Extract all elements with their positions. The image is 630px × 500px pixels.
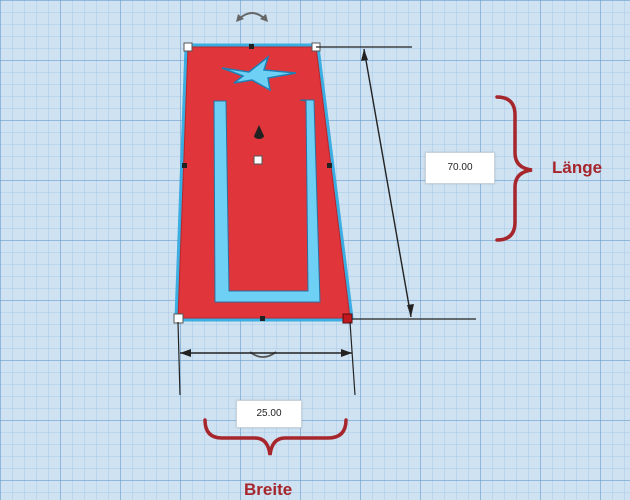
corner-handle-bottom-right[interactable]	[343, 314, 352, 323]
edge-handle-bottom[interactable]	[260, 316, 265, 321]
width-arrow-left	[180, 349, 191, 357]
length-arrow-bottom	[407, 304, 414, 317]
width-annotation: Breite	[244, 480, 293, 499]
width-arrow-right	[341, 349, 352, 357]
corner-handle-bottom-left[interactable]	[174, 314, 183, 323]
length-input[interactable]: 70.00	[425, 152, 495, 184]
center-handle[interactable]	[254, 156, 262, 164]
length-arrow-top	[361, 49, 368, 61]
length-brace	[497, 97, 532, 240]
width-extension-left	[178, 322, 180, 395]
width-extension-right	[350, 322, 355, 395]
edge-handle-right[interactable]	[327, 163, 332, 168]
corner-handle-top-left[interactable]	[184, 43, 192, 51]
edge-handle-top[interactable]	[249, 44, 254, 49]
length-dimension-line	[364, 49, 411, 317]
length-annotation: Länge	[552, 158, 603, 177]
width-input[interactable]: 25.00	[236, 400, 302, 428]
edge-handle-left[interactable]	[182, 163, 187, 168]
